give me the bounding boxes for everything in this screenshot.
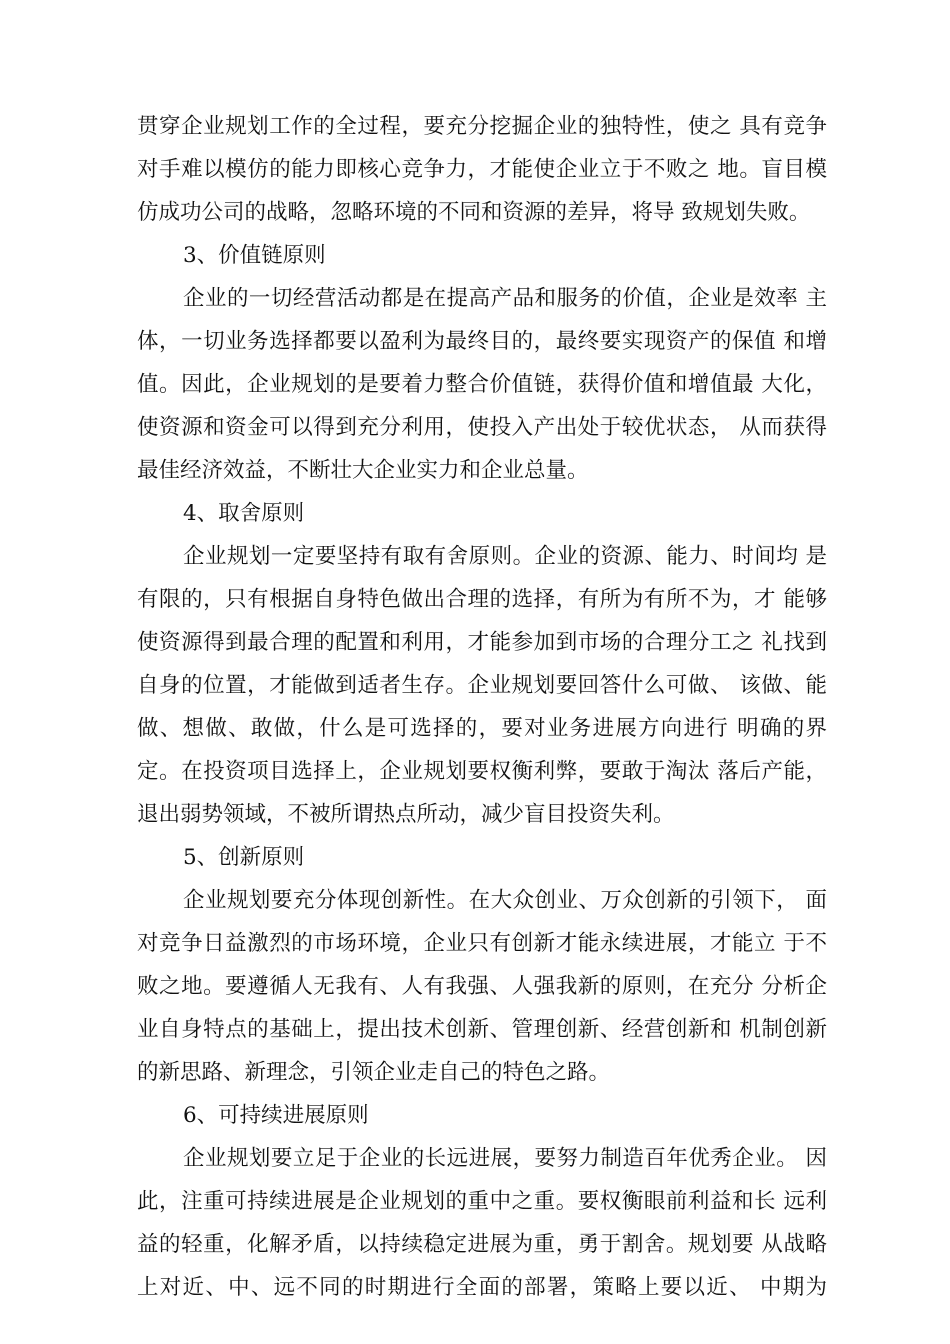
- text-line: 此，注重可持续进展是企业规划的重中之重。要权衡眼前利益和长 远利: [137, 1189, 827, 1214]
- section-heading: 6、可持续进展原则: [183, 1103, 369, 1128]
- text-line: 使资源得到最合理的配置和利用，才能参加到市场的合理分工之 礼找到: [137, 630, 827, 655]
- text-line: 企业规划要立足于企业的长远进展，要努力制造百年优秀企业。 因: [183, 1146, 827, 1171]
- text-line: 对手难以模仿的能力即核心竞争力，才能使企业立于不败之 地。盲目模: [137, 157, 827, 182]
- text-line: 益的轻重，化解矛盾，以持续稳定进展为重，勇于割舍。规划要 从战略: [137, 1232, 827, 1257]
- text-line: 企业规划一定要坚持有取有舍原则。企业的资源、能力、时间均 是: [183, 544, 827, 569]
- text-line: 业自身特点的基础上，提出技术创新、管理创新、经营创新和 机制创新: [137, 1017, 827, 1042]
- text-line: 对竞争日益激烈的市场环境，企业只有创新才能永续进展，才能立 于不: [137, 931, 827, 956]
- section-heading: 5、创新原则: [183, 845, 305, 870]
- text-line: 最佳经济效益，不断壮大企业实力和企业总量。: [137, 458, 589, 483]
- text-line: 有限的，只有根据自身特色做出合理的选择，有所为有所不为，才 能够: [137, 587, 827, 612]
- text-line: 自身的位置，才能做到适者生存。企业规划要回答什么可做、 该做、能: [137, 673, 827, 698]
- text-line: 仿成功公司的战略，忽略环境的不同和资源的差异，将导 致规划失败。: [137, 200, 811, 225]
- text-line: 贯穿企业规划工作的全过程，要充分挖掘企业的独特性，使之 具有竞争: [137, 114, 827, 139]
- section-heading: 3、价值链原则: [183, 243, 326, 268]
- text-line: 体，一切业务选择都要以盈利为最终目的，最终要实现资产的保值 和增: [137, 329, 827, 354]
- text-line: 上对近、中、远不同的时期进行全面的部署，策略上要以近、 中期为: [137, 1275, 827, 1300]
- text-line: 企业的一切经营活动都是在提高产品和服务的价值，企业是效率 主: [183, 286, 827, 311]
- text-line: 企业规划要充分体现创新性。在大众创业、万众创新的引领下， 面: [183, 888, 827, 913]
- text-line: 使资源和资金可以得到充分利用，使投入产出处于较优状态， 从而获得: [137, 415, 827, 440]
- section-heading: 4、取舍原则: [183, 501, 305, 526]
- text-line: 定。在投资项目选择上，企业规划要权衡利弊，要敢于淘汰 落后产能，: [137, 759, 827, 784]
- text-line: 退出弱势领域，不被所谓热点所动，减少盲目投资失利。: [137, 802, 675, 827]
- text-line: 败之地。要遵循人无我有、人有我强、人强我新的原则，在充分 分析企: [137, 974, 827, 999]
- text-line: 值。因此，企业规划的是要着力整合价值链，获得价值和增值最 大化，: [137, 372, 827, 397]
- text-line: 做、想做、敢做，什么是可选择的，要对业务进展方向进行 明确的界: [137, 716, 827, 741]
- text-line: 的新思路、新理念，引领企业走自己的特色之路。: [137, 1060, 611, 1085]
